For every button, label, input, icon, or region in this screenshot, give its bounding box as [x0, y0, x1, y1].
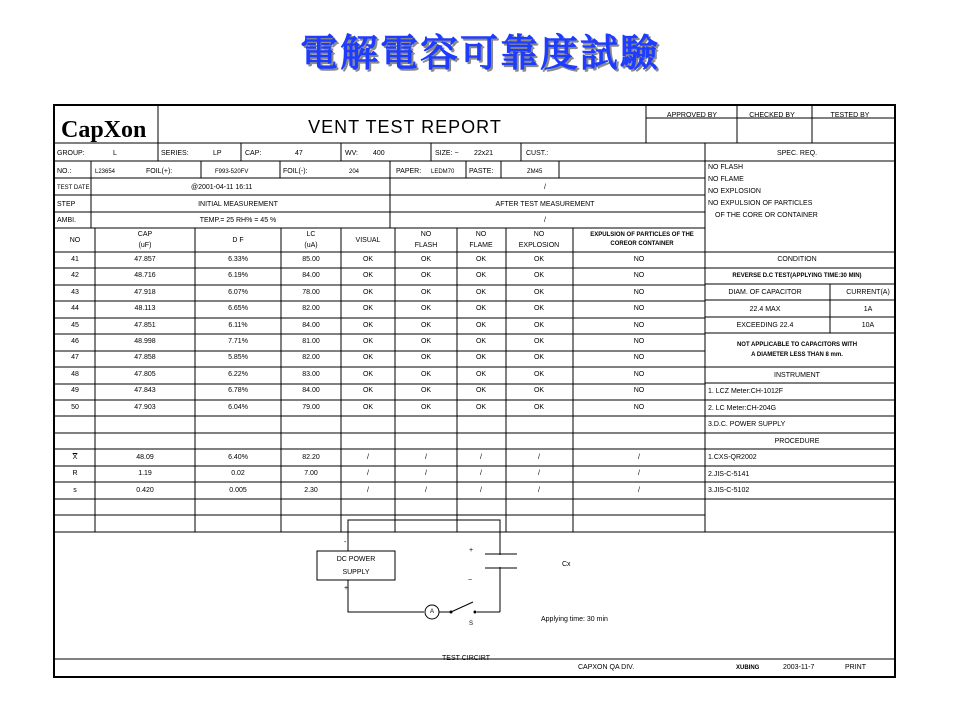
procedure-title: PROCEDURE — [774, 438, 820, 445]
stat-label: s — [73, 486, 77, 494]
table-cell-flame: OK — [475, 387, 487, 395]
procedure-2: 2.JIS-C-5141 — [708, 471, 750, 478]
table-cell-df: 6.04% — [228, 403, 248, 411]
table-cell-cap: 47.857 — [134, 256, 156, 263]
stat-label: R — [72, 470, 78, 478]
company-brand: CapXon — [61, 117, 147, 143]
current-1: 1A — [863, 306, 873, 313]
table-cell-expulsion: NO — [633, 354, 645, 362]
series-value: LP — [213, 150, 222, 157]
table-cell-visual: OK — [362, 403, 374, 411]
paper-label: PAPER: — [396, 168, 422, 175]
table-cell-explosion: OK — [533, 272, 545, 280]
stat-slash: / — [480, 470, 482, 478]
stat-slash: / — [425, 486, 427, 494]
instrument-title: INSTRUMENT — [774, 372, 820, 379]
table-cell-flame: OK — [475, 272, 487, 280]
paste-label: PASTE: — [469, 168, 494, 175]
cap-label: CAP: — [245, 150, 262, 157]
group-value: L — [113, 150, 117, 157]
instrument-3: 3.D.C. POWER SUPPLY — [708, 421, 786, 428]
stat-slash: / — [638, 454, 640, 461]
table-cell-no: 48 — [71, 370, 79, 378]
condition-title: CONDITION — [777, 256, 817, 263]
table-cell-cap: 48.716 — [134, 272, 156, 280]
table-cell-visual: OK — [362, 321, 374, 329]
table-cell-explosion: OK — [533, 387, 545, 395]
col-expulsion-2: COREOR CONTAINER — [610, 241, 674, 247]
table-cell-lc: 78.00 — [302, 288, 320, 296]
table-cell-explosion: OK — [533, 403, 545, 411]
test-circuit-diagram — [55, 106, 894, 676]
table-cell-cap: 47.918 — [134, 288, 156, 296]
table-cell-expulsion: NO — [633, 288, 645, 296]
col-expulsion-1: EXPULSION OF PARTICLES OF THE — [590, 232, 694, 238]
foil-neg-value: 204 — [349, 169, 360, 175]
spec-note: NO EXPLOSION — [708, 188, 761, 195]
spec-req-label: SPEC. REQ. — [776, 150, 818, 157]
series-label: SERIES: — [161, 150, 189, 157]
condition-reverse: REVERSE D.C TEST(APPLYING TIME:30 MIN) — [732, 273, 862, 279]
table-cell-cap: 48.998 — [134, 338, 156, 345]
table-cell-cap: 47.805 — [134, 370, 156, 378]
spec-note: OF THE CORE OR CONTAINER — [715, 212, 818, 219]
table-cell-lc: 85.00 — [302, 256, 320, 263]
table-cell-flash: OK — [420, 321, 432, 329]
foil-pos-value: F993-520FV — [215, 169, 249, 175]
condition-note-1: NOT APPLICABLE TO CAPACITORS WITH — [736, 342, 858, 348]
diam-label: DIAM. OF CAPACITOR — [728, 289, 802, 296]
table-cell-explosion: OK — [533, 305, 545, 313]
stat-slash: / — [480, 454, 482, 461]
table-cell-df: 5.85% — [228, 354, 248, 362]
table-cell-explosion: OK — [533, 370, 545, 378]
test-date-label: TEST DATE — [57, 185, 90, 191]
table-cell-no: 42 — [71, 272, 79, 280]
step-initial: INITIAL MEASUREMENT — [198, 201, 278, 208]
group-label: GROUP: — [57, 150, 85, 157]
current-2: 10A — [861, 322, 875, 329]
cust-label: CUST.: — [526, 150, 549, 157]
switch-pivot-icon — [450, 611, 453, 614]
table-cell-expulsion: NO — [633, 305, 645, 313]
table-cell-df: 6.65% — [228, 305, 248, 313]
applying-time-label: Applying time: 30 min — [541, 616, 608, 623]
stat-slash: / — [638, 486, 640, 494]
cap-value: 47 — [295, 150, 303, 157]
footer-dept: CAPXON QA DIV. — [578, 664, 635, 671]
table-cell-visual: OK — [362, 387, 374, 395]
diam-2: EXCEEDING 22.4 — [736, 322, 794, 329]
table-cell-cap: 47.858 — [134, 354, 156, 362]
spec-note: NO FLAME — [708, 176, 744, 183]
table-cell-no: 41 — [71, 256, 79, 263]
footer-print: PRINT — [845, 664, 866, 671]
stat-slash: / — [538, 470, 540, 478]
procedure-3: 3.JIS-C-5102 — [708, 487, 750, 494]
tested-by-label: TESTED BY — [830, 112, 870, 119]
size-value: 22x21 — [474, 150, 494, 157]
paste-value: ZM45 — [527, 169, 543, 175]
col-cap-2: (uF) — [138, 242, 152, 249]
paper-value: LEDM70 — [431, 169, 455, 175]
table-cell-visual: OK — [362, 288, 374, 296]
table-cell-lc: 83.00 — [302, 370, 320, 378]
table-cell-cap: 47.843 — [134, 387, 156, 395]
ammeter-label: A — [429, 609, 435, 615]
stat-slash: / — [367, 470, 369, 478]
table-cell-cap: 47.903 — [134, 403, 156, 411]
report-title: VENT TEST REPORT — [308, 117, 502, 137]
stat-slash: / — [538, 486, 540, 494]
table-cell-flame: OK — [475, 403, 487, 411]
table-cell-df: 6.22% — [228, 370, 248, 378]
table-cell-visual: OK — [362, 272, 374, 280]
table-cell-flash: OK — [420, 272, 432, 280]
table-cell-flame: OK — [475, 370, 487, 378]
table-cell-visual: OK — [362, 338, 374, 345]
table-cell-flash: OK — [420, 354, 432, 362]
table-cell-no: 43 — [71, 288, 79, 296]
table-cell-flash: OK — [420, 387, 432, 395]
table-cell-flash: OK — [420, 370, 432, 378]
stat-cap: 0.420 — [136, 486, 154, 494]
dc-minus-label: - — [344, 539, 347, 546]
table-cell-lc: 82.00 — [302, 354, 320, 362]
table-cell-df: 6.11% — [228, 321, 248, 329]
table-cell-expulsion: NO — [633, 338, 645, 345]
ambi-label: AMBI. — [57, 217, 77, 224]
stat-lc: 7.00 — [304, 470, 318, 478]
table-cell-flame: OK — [475, 288, 487, 296]
table-cell-lc: 84.00 — [302, 321, 320, 329]
stat-df: 0.02 — [231, 470, 245, 478]
spec-note: NO EXPULSION OF PARTICLES — [708, 200, 813, 207]
table-cell-lc: 82.00 — [302, 305, 320, 313]
table-cell-no: 46 — [71, 338, 79, 345]
table-cell-cap: 48.113 — [134, 305, 156, 313]
table-cell-df: 7.71% — [228, 338, 248, 345]
table-cell-no: 50 — [71, 403, 79, 411]
table-cell-expulsion: NO — [633, 256, 645, 263]
table-cell-df: 6.19% — [228, 272, 248, 280]
no-value: L23654 — [95, 169, 116, 175]
col-flame-1: NO — [475, 231, 487, 238]
table-cell-explosion: OK — [533, 256, 545, 263]
stat-slash: / — [425, 454, 427, 461]
table-cell-no: 47 — [71, 354, 79, 362]
footer-date: 2003-11-7 — [783, 664, 815, 671]
diam-1: 22.4 MAX — [749, 306, 781, 313]
col-explosion-2: EXPLOSION — [518, 242, 560, 249]
ambi-temp: TEMP.= 25 RH% = 45 % — [199, 217, 277, 224]
table-cell-flash: OK — [420, 338, 432, 345]
wv-label: WV: — [345, 150, 358, 157]
table-cell-df: 6.07% — [228, 288, 248, 296]
approved-by-label: APPROVED BY — [666, 112, 718, 119]
table-cell-expulsion: NO — [633, 387, 645, 395]
table-cell-explosion: OK — [533, 354, 545, 362]
no-label: NO.: — [57, 168, 72, 175]
spec-note: NO FLASH — [708, 164, 744, 171]
switch-lever-icon — [451, 602, 473, 612]
stat-slash: / — [367, 486, 369, 494]
stat-slash: / — [538, 454, 540, 461]
stat-df: 6.40% — [228, 454, 248, 461]
table-cell-visual: OK — [362, 305, 374, 313]
table-cell-flame: OK — [475, 338, 487, 345]
table-cell-no: 45 — [71, 321, 79, 329]
stat-label: $\overline{X}$ — [72, 454, 78, 461]
table-cell-flash: OK — [420, 305, 432, 313]
foil-neg-label: FOIL(-): — [283, 168, 308, 175]
stat-df: 0.005 — [229, 486, 247, 494]
circuit-wire-top — [348, 520, 500, 612]
table-cell-lc: 79.00 — [302, 403, 320, 411]
table-cell-expulsion: NO — [633, 403, 645, 411]
report-frame — [55, 106, 894, 676]
ambi-after: / — [544, 217, 546, 224]
stat-cap: 48.09 — [136, 454, 154, 461]
table-cell-no: 49 — [71, 387, 79, 395]
col-lc-2: (uA) — [304, 242, 318, 249]
footer-signer: XUBING — [736, 665, 760, 671]
stat-cap: 1.19 — [138, 470, 152, 478]
stat-slash: / — [367, 454, 369, 461]
switch-label: S — [469, 621, 474, 627]
table-cell-expulsion: NO — [633, 272, 645, 280]
table-cell-flame: OK — [475, 321, 487, 329]
table-cell-explosion: OK — [533, 338, 545, 345]
table-cell-cap: 47.851 — [134, 321, 156, 329]
table-cell-expulsion: NO — [633, 370, 645, 378]
step-after: AFTER TEST MEASUREMENT — [495, 201, 595, 208]
table-cell-visual: OK — [362, 370, 374, 378]
stat-slash: / — [638, 470, 640, 478]
switch-contact-icon — [474, 611, 477, 614]
table-cell-lc: 84.00 — [302, 387, 320, 395]
col-cap-1: CAP — [137, 231, 153, 238]
col-flash-1: NO — [420, 231, 432, 238]
supply-label: SUPPLY — [342, 569, 370, 576]
col-lc-1: LC — [306, 231, 316, 238]
table-cell-flame: OK — [475, 256, 487, 263]
slide-title: 電解電容可靠度試驗 — [299, 31, 660, 75]
table-cell-lc: 84.00 — [302, 272, 320, 280]
test-date-after: / — [544, 184, 546, 191]
stat-slash: / — [480, 486, 482, 494]
stat-slash: / — [425, 470, 427, 478]
col-visual: VISUAL — [355, 237, 381, 244]
table-cell-visual: OK — [362, 354, 374, 362]
table-cell-flash: OK — [420, 288, 432, 296]
dc-power-label: DC POWER — [336, 556, 376, 563]
table-cell-no: 44 — [71, 305, 79, 313]
cx-label: Cx — [562, 561, 571, 568]
table-cell-flash: OK — [420, 403, 432, 411]
table-cell-lc: 81.00 — [302, 338, 320, 345]
circuit-wire-left — [348, 580, 424, 612]
table-cell-df: 6.78% — [228, 387, 248, 395]
col-no: NO — [69, 237, 81, 244]
table-cell-flame: OK — [475, 305, 487, 313]
instrument-2: 2. LC Meter:CH-204G — [708, 405, 777, 412]
col-df: D F — [232, 237, 244, 244]
size-label: SIZE: − — [435, 150, 459, 157]
step-label: STEP — [57, 201, 76, 208]
col-flash-2: FLASH — [414, 242, 438, 249]
condition-note-2: A DIAMETER LESS THAN 8 mm. — [751, 352, 843, 358]
dc-plus-label: + — [344, 585, 349, 592]
table-cell-expulsion: NO — [633, 321, 645, 329]
instrument-1: 1. LCZ Meter:CH-1012F — [708, 388, 784, 395]
col-flame-2: FLAME — [469, 242, 493, 249]
table-cell-explosion: OK — [533, 321, 545, 329]
wv-value: 400 — [373, 150, 385, 157]
test-date-value: @2001-04-11 16:11 — [191, 184, 253, 191]
foil-pos-label: FOIL(+): — [146, 168, 173, 175]
col-explosion-1: NO — [533, 231, 545, 238]
table-cell-flash: OK — [420, 256, 432, 263]
cap-plus-label: + — [469, 547, 474, 554]
stat-lc: 82.20 — [302, 454, 320, 461]
table-cell-df: 6.33% — [228, 256, 248, 263]
table-cell-explosion: OK — [533, 288, 545, 296]
circuit-caption: TEST CIRCIRT — [442, 655, 490, 662]
checked-by-label: CHECKED BY — [749, 112, 795, 119]
procedure-1: 1.CXS-QR2002 — [708, 454, 757, 461]
table-cell-visual: OK — [362, 256, 374, 263]
stat-lc: 2.30 — [304, 486, 318, 494]
current-label: CURRENT(A) — [846, 289, 890, 296]
table-cell-flame: OK — [475, 354, 487, 362]
cap-minus-label: − — [468, 577, 473, 584]
